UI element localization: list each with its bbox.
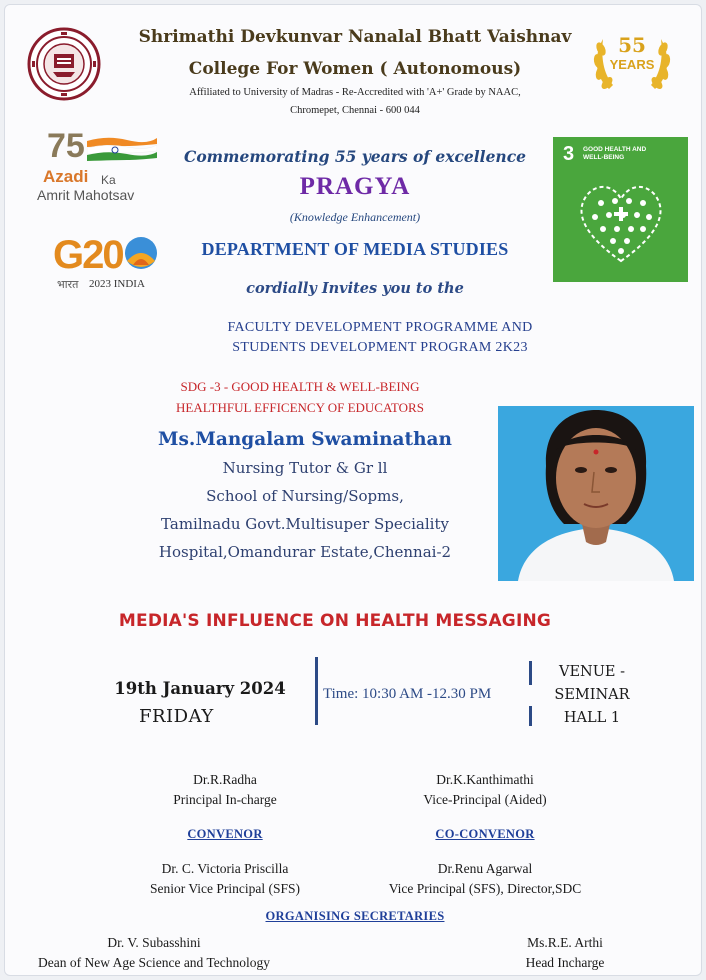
patron-left-role: Principal In-charge <box>173 792 277 807</box>
college-name-line2: College For Women ( Autonomous) <box>188 59 522 79</box>
event-day <box>139 706 214 727</box>
convenor-heading: CONVENOR <box>187 827 263 841</box>
secretary-right <box>485 933 645 973</box>
azadi-ka: Ka <box>101 173 116 187</box>
program-line1: FACULTY DEVELOPMENT PROGRAMME AND <box>227 320 533 335</box>
tricolor-flag-icon <box>87 135 157 165</box>
divider-right-bottom <box>529 706 532 726</box>
co-convenor-heading: CO-CONVENOR <box>435 827 535 841</box>
divider-right-top <box>529 661 532 685</box>
event-date: 19th January 2024 <box>114 679 286 698</box>
convenor <box>105 859 345 899</box>
sdg-number: 3 <box>563 143 575 165</box>
speaker-portrait-icon <box>498 406 694 581</box>
speaker-line2: School of Nursing/Sopms, <box>206 487 404 505</box>
azadi-ka-amrit-mahotsav-logo <box>37 127 187 217</box>
event-day-text: FRIDAY <box>139 706 214 727</box>
venue-line2: SEMINAR <box>554 687 630 703</box>
department-name: DEPARTMENT OF MEDIA STUDIES <box>201 239 509 259</box>
event-title: PRAGYA <box>299 173 411 200</box>
program-line2: STUDENTS DEVELOPMENT PROGRAM 2K23 <box>232 340 528 355</box>
event-time: Time: 10:30 AM -12.30 PM <box>323 686 492 702</box>
secretary-left-role: Dean of New Age Science and Technology <box>38 955 270 970</box>
patron-left-name: Dr.R.Radha <box>193 772 257 787</box>
venue-line3: HALL 1 <box>563 710 621 726</box>
g20-sub: 2023 INDIA <box>89 278 145 290</box>
talk-topic: MEDIA'S INFLUENCE ON HEALTH MESSAGING <box>118 611 552 631</box>
speaker-line3: Tamilnadu Govt.Multisuper Speciality <box>161 515 449 533</box>
azadi-amrit-mahotsav: Amrit Mahotsav <box>37 187 135 203</box>
azadi-word: Azadi <box>43 167 89 186</box>
patron-right-name: Dr.K.Kanthimathi <box>436 772 534 787</box>
college-name-line1: Shrimathi Devkunvar Nanalal Bhatt Vaishnav <box>138 27 572 47</box>
commemorating-line: Commemorating 55 years of excellence <box>183 147 526 166</box>
co-convenor-role: Vice Principal (SFS), Director,SDC <box>388 881 582 896</box>
venue-line1: VENUE - <box>558 664 626 680</box>
badge-number: 55 <box>618 33 646 57</box>
secretary-right-role: Head Incharge <box>525 955 605 970</box>
secretary-right-name: Ms.R.E. Arthi <box>527 935 603 950</box>
convenor-name: Dr. C. Victoria Priscilla <box>161 861 289 876</box>
convenor-role: Senior Vice Principal (SFS) <box>149 881 301 896</box>
patron-left <box>125 770 325 810</box>
invite-line: cordially Invites you to the <box>246 280 464 297</box>
health-heart-icon <box>571 171 671 271</box>
co-convenor <box>355 859 615 899</box>
college-seal-icon <box>27 27 101 101</box>
g20-hindi: भारत <box>57 278 79 291</box>
badge-word: YEARS <box>609 57 655 72</box>
sdg-label: GOOD HEALTH AND WELL-BEING <box>583 146 647 161</box>
venue-block <box>537 661 647 730</box>
co-convenor-name: Dr.Renu Agarwal <box>437 861 533 876</box>
patron-right-role: Vice-Principal (Aided) <box>423 792 547 807</box>
speaker-name: Ms.Mangalam Swaminathan <box>158 429 452 450</box>
organising-secretaries-heading: ORGANISING SECRETARIES <box>265 909 445 923</box>
azadi-75: 75 <box>47 127 85 165</box>
divider-left <box>315 657 318 725</box>
speaker-line1: Nursing Tutor & Gr ll <box>222 459 388 477</box>
secretary-left-name: Dr. V. Subasshini <box>107 935 201 950</box>
invitation-page <box>4 4 702 976</box>
theme-line: HEALTHFUL EFFICENCY OF EDUCATORS <box>176 400 424 415</box>
g20-text: G20 <box>53 233 123 277</box>
event-subtitle: (Knowledge Enhancement) <box>289 210 421 224</box>
secretary-left <box>9 933 299 973</box>
affiliation-line2: Chromepet, Chennai - 600 044 <box>290 105 420 116</box>
patron-right <box>385 770 585 810</box>
sdg-3-tile <box>553 137 688 282</box>
affiliation-line1: Affiliated to University of Madras - Re-Accredited with 'A+' Grade by NAAC, <box>189 87 521 98</box>
sdg-line: SDG -3 - GOOD HEALTH & WELL-BEING <box>180 379 420 394</box>
speaker-line4: Hospital,Omandurar Estate,Chennai-2 <box>158 543 452 561</box>
speaker-photo <box>498 406 694 581</box>
anniversary-badge <box>589 27 675 101</box>
